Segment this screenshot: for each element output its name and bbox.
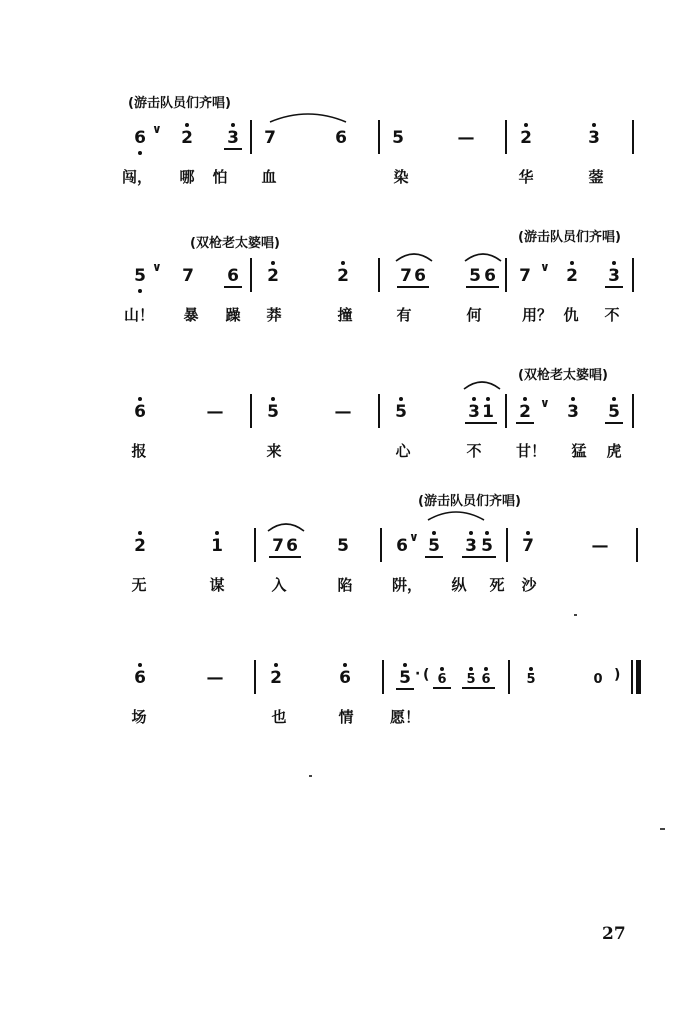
note: 3 — [561, 402, 585, 422]
lyric: 有 — [396, 306, 412, 324]
note: — — [334, 402, 352, 422]
lyric: 染 — [393, 168, 409, 186]
note: 5 — [422, 536, 446, 556]
score-system-1 — [0, 92, 700, 187]
barline — [632, 394, 634, 428]
note: 2 — [514, 128, 538, 148]
lyric: 何 — [466, 306, 482, 324]
note: 5 — [459, 672, 483, 687]
barline — [505, 120, 507, 154]
lyric: 仇 — [563, 306, 579, 324]
final-barline — [636, 660, 641, 694]
note: 6 — [430, 672, 454, 687]
page-number: 27 — [602, 924, 626, 944]
barline — [382, 660, 384, 694]
role-label: (双枪老太婆唱) — [518, 368, 608, 383]
barline — [632, 258, 634, 292]
slur — [463, 250, 503, 262]
note: 6 — [280, 536, 304, 556]
lyric: 纵 — [451, 576, 467, 594]
lyric: 暴 — [183, 306, 199, 324]
lyric: 山！ — [124, 306, 155, 324]
lyric: 来 — [266, 442, 282, 460]
note: — — [206, 668, 224, 688]
note: 6 — [333, 668, 357, 688]
note: 5 — [389, 402, 413, 422]
note: 5 — [463, 266, 487, 286]
lyric: 场 — [131, 708, 147, 726]
note: 5 — [392, 128, 404, 148]
note: 3 — [459, 536, 483, 556]
note: 5 — [393, 668, 417, 688]
role-label: (双枪老太婆唱) — [190, 236, 280, 251]
lyric: 无 — [131, 576, 147, 594]
barline — [378, 394, 380, 428]
lyric: 华 — [518, 168, 534, 186]
breath-mark: ∨ — [152, 122, 162, 136]
lyric: 甘！ — [516, 442, 547, 460]
paren-open: ( — [423, 667, 430, 683]
note: 5 — [337, 536, 349, 556]
note: 3 — [221, 128, 245, 148]
lyric: 也 — [271, 708, 287, 726]
barline — [250, 120, 252, 154]
lyric: 躁 — [225, 306, 241, 324]
note: 6 — [128, 668, 152, 688]
note: — — [591, 536, 609, 556]
lyric: 阱， — [392, 576, 423, 594]
barline — [250, 394, 252, 428]
lyric: 不 — [466, 442, 482, 460]
barline — [508, 660, 510, 694]
barline — [636, 528, 638, 562]
note: — — [206, 402, 224, 422]
lyric: 死 — [489, 576, 505, 594]
note: 7 — [264, 128, 276, 148]
note: 2 — [331, 266, 355, 286]
lyric: 心 — [395, 442, 411, 460]
barline — [505, 394, 507, 428]
barline — [505, 258, 507, 292]
lyric: 入 — [271, 576, 287, 594]
note: 6 — [396, 536, 408, 556]
barline — [378, 258, 380, 292]
note: 2 — [128, 536, 152, 556]
note: 5 — [128, 266, 152, 286]
note: 2 — [264, 668, 288, 688]
speck — [660, 828, 665, 830]
slur — [426, 508, 486, 522]
slur — [268, 110, 348, 124]
barline — [378, 120, 380, 154]
note: 5 — [475, 536, 499, 556]
dot-extension: · — [415, 666, 421, 682]
speck — [309, 775, 312, 777]
note: 3 — [602, 266, 626, 286]
lyric: 愿！ — [390, 708, 421, 726]
note: 7 — [519, 266, 531, 286]
note: 5 — [261, 402, 285, 422]
barline — [254, 528, 256, 562]
breath-mark: ∨ — [540, 396, 550, 410]
lyric: 哪 — [179, 168, 195, 186]
note: 0 — [593, 672, 603, 687]
note: 6 — [408, 266, 432, 286]
slur — [462, 378, 502, 390]
role-label: (游击队员们齐唱) — [518, 230, 621, 245]
note: 6 — [128, 128, 152, 148]
barline — [250, 258, 252, 292]
note: 6 — [221, 266, 245, 286]
breath-mark: ∨ — [152, 260, 162, 274]
note: — — [457, 128, 475, 148]
lyric: 猛 — [571, 442, 587, 460]
lyric: 沙 — [521, 576, 537, 594]
note: 7 — [516, 536, 540, 556]
lyric: 报 — [131, 442, 147, 460]
note: 3 — [462, 402, 486, 422]
note: 6 — [474, 672, 498, 687]
lyric: 莽 — [266, 306, 282, 324]
barline — [506, 528, 508, 562]
slur — [266, 520, 306, 532]
score-system-5 — [0, 628, 700, 726]
breath-mark: ∨ — [409, 530, 419, 544]
lyric: 血 — [261, 168, 277, 186]
note: 6 — [128, 402, 152, 422]
note: 6 — [478, 266, 502, 286]
note: 7 — [182, 266, 194, 286]
lyric: 用？ — [522, 306, 553, 324]
note: 5 — [602, 402, 626, 422]
note: 1 — [205, 536, 229, 556]
note: 7 — [394, 266, 418, 286]
note: 2 — [175, 128, 199, 148]
speck — [574, 614, 577, 616]
slur — [394, 250, 434, 262]
barline — [380, 528, 382, 562]
note: 1 — [476, 402, 500, 422]
score-system-2 — [0, 226, 700, 324]
note: 6 — [335, 128, 347, 148]
note: 2 — [261, 266, 285, 286]
lyric: 不 — [604, 306, 620, 324]
lyric: 闯， — [122, 168, 153, 186]
lyric: 撞 — [337, 306, 353, 324]
lyric: 蓥 — [588, 168, 604, 186]
paren-close: ) — [614, 667, 621, 683]
breath-mark: ∨ — [540, 260, 550, 274]
score-system-4 — [0, 486, 700, 594]
lyric: 谋 — [209, 576, 225, 594]
role-label: (游击队员们齐唱) — [418, 494, 521, 509]
role-label: (游击队员们齐唱) — [128, 96, 231, 111]
lyric: 怕 — [212, 168, 228, 186]
note: 2 — [513, 402, 537, 422]
barline — [631, 660, 633, 694]
lyric: 陷 — [337, 576, 353, 594]
lyric: 情 — [338, 708, 354, 726]
note: 3 — [582, 128, 606, 148]
barline — [632, 120, 634, 154]
note: 7 — [266, 536, 290, 556]
barline — [254, 660, 256, 694]
lyric: 虎 — [606, 442, 622, 460]
note: 2 — [560, 266, 584, 286]
note: 5 — [519, 672, 543, 687]
score-system-3 — [0, 362, 700, 460]
